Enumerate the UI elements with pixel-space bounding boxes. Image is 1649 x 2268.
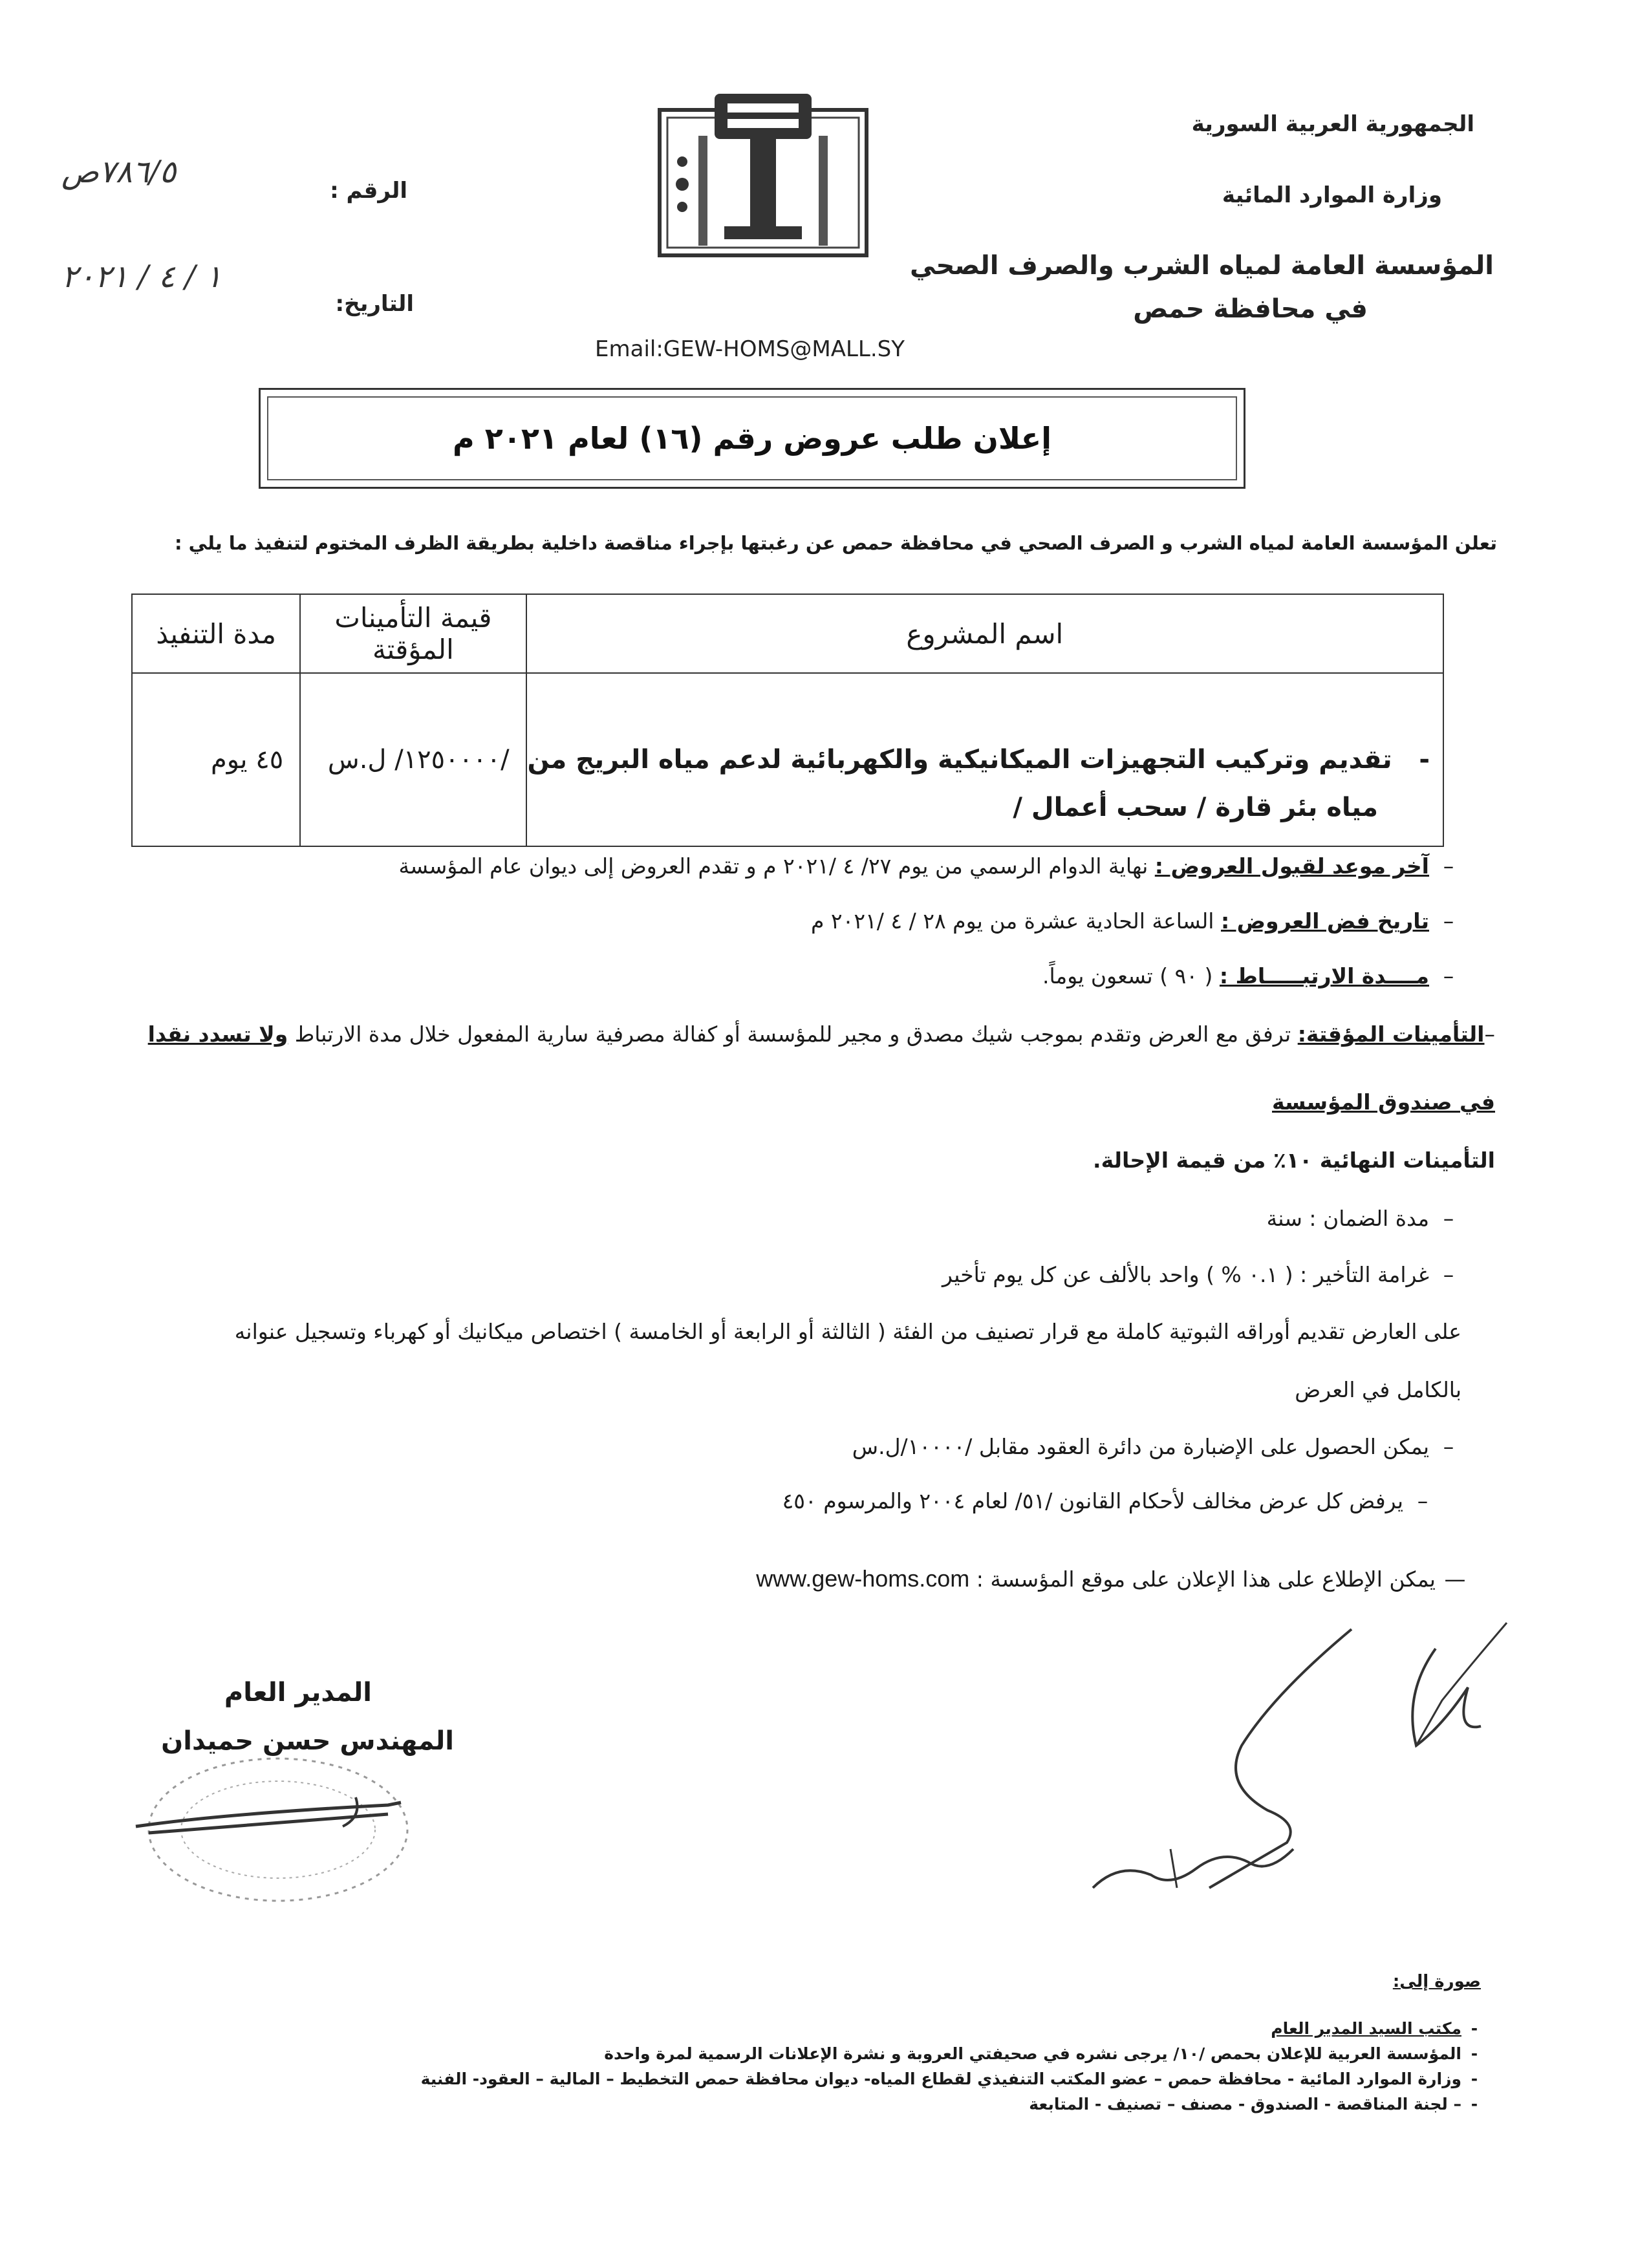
cell-insurance: /١٢٥٠٠٠٠/ ل.س <box>300 673 526 846</box>
dossier-text: يمكن الحصول على الإضبارة من دائرة العقود مقابل /١٠٠٠٠/ل.س <box>852 1434 1429 1459</box>
copy-item: -وزارة الموارد المائية - محافظة حمص – عضو المكتب التنفيذي لقطاع المياه- ديوان محافظة حمص التخطيط – المالية – العقود- الفنية <box>420 2070 1478 2088</box>
handwritten-signature <box>1080 1616 1533 1927</box>
term-rejection: –يرفض كل عرض مخالف لأحكام القانون /٥١/ لعام ٢٠٠٤ والمرسوم ٤٥٠ <box>782 1488 1428 1514</box>
term-documents-line-2: بالكامل في العرض <box>1295 1377 1461 1402</box>
country-name: الجمهورية العربية السورية <box>1191 111 1474 137</box>
website-link[interactable]: www.gew-homs.com <box>756 1565 970 1592</box>
term-opening: –تاريخ فض العروض : الساعة الحادية عشرة من يوم ٢٨ / ٤ /٢٠٢١ م <box>810 908 1454 934</box>
penalty-text: غرامة التأخير : ( ٠.١ % ) واحد بالألف عن كل يوم تأخير <box>942 1262 1429 1287</box>
term-deadline: –آخر موعد لقبول العروض : نهاية الدوام الرسمي من يوم ٢٧/ ٤ /٢٠٢١ م و تقدم العروض إلى ديوان عام المؤسسة <box>398 853 1454 879</box>
temp-insurance-text: ترفق مع العرض وتقدم بموجب شيك مصدق و مجير للمؤسسة أو كفالة مصرفية سارية المفعول خلال مدة الارتباط <box>294 1022 1291 1047</box>
temp-insurance-continued: في صندوق المؤسسة <box>1272 1089 1495 1115</box>
term-binding: –مــــدة الارتبـــــاط : ( ٩٠ ) تسعون يوماً. <box>1042 963 1454 989</box>
opening-text: الساعة الحادية عشرة من يوم ٢٨ / ٤ /٢٠٢١ م <box>810 908 1214 934</box>
email-address: Email:GEW-HOMS@MALL.SY <box>595 336 905 362</box>
term-final-insurance: التأمينات النهائية ١٠٪ من قيمة الإحالة. <box>1093 1148 1495 1173</box>
project-line-1: تقديم وتركيب التجهيزات الميكانيكية والكهربائية لدعم مياه البريج من <box>527 745 1392 775</box>
date-value: ١ / ٤ / ٢٠٢١ <box>61 259 222 295</box>
announcement-title: إعلان طلب عروض رقم (١٦) لعام ٢٠٢١ م <box>453 421 1051 456</box>
warranty-text: مدة الضمان : سنة <box>1266 1206 1429 1231</box>
deadline-label: آخر موعد لقبول العروض : <box>1154 853 1429 879</box>
header-project: اسم المشروع <box>526 594 1443 673</box>
cell-duration: ٤٥ يوم <box>132 673 300 846</box>
signature-name: المهندس حسن حميدان <box>161 1726 454 1756</box>
header-insurance: قيمة التأمينات المؤقتة <box>300 594 526 673</box>
copy-item-text: – لجنة المناقصة - الصندوق - مصنف – تصنيف - المتابعة <box>1029 2095 1461 2113</box>
rejection-text: يرفض كل عرض مخالف لأحكام القانون /٥١/ لعام ٢٠٠٤ والمرسوم ٤٥٠ <box>782 1488 1403 1514</box>
institution-logo <box>653 91 873 262</box>
intro-text: تعلن المؤسسة العامة لمياه الشرب و الصرف الصحي في محافظة حمص عن رغبتها بإجراء مناقصة داخلية بطريقة الظرف المختوم لتنفيذ ما يلي : <box>174 532 1497 554</box>
copy-item-text: المؤسسة العربية للإعلان بحمص /١٠/ يرجى نشره في صحيفتي العروبة و نشرة الإعلانات الرسمية لمرة واحدة <box>604 2044 1461 2063</box>
institution-name: المؤسسة العامة لمياه الشرب والصرف الصحي <box>909 251 1494 281</box>
term-warranty: –مدة الضمان : سنة <box>1266 1206 1454 1231</box>
deadline-text: نهاية الدوام الرسمي من يوم ٢٧/ ٤ /٢٠٢١ م و تقدم العروض إلى ديوان عام المؤسسة <box>398 853 1148 879</box>
copy-item: -مكتب السيد المدير العام <box>1271 2019 1478 2038</box>
project-line-2: مياه بئر قارة / سحب أعمال / <box>1013 793 1378 822</box>
copy-item: -المؤسسة العربية للإعلان بحمص /١٠/ يرجى نشره في صحيفتي العروبة و نشرة الإعلانات الرسمية لمرة واحدة <box>604 2044 1478 2063</box>
official-stamp <box>129 1752 440 1920</box>
copy-item-text: مكتب السيد المدير العام <box>1271 2019 1461 2038</box>
project-table <box>131 594 1444 847</box>
number-label: الرقم : <box>330 178 407 204</box>
opening-label: تاريخ فض العروض : <box>1220 908 1429 934</box>
cell-project <box>526 673 1443 846</box>
term-website: —يمكن الإطلاع على هذا الإعلان على موقع المؤسسة : www.gew-homs.com <box>756 1565 1466 1592</box>
signature-role: المدير العام <box>224 1678 372 1707</box>
row-bullet: - <box>1419 745 1430 775</box>
binding-text: ( ٩٠ ) تسعون يوماً. <box>1042 963 1213 989</box>
number-value: ٧٨٦/٥ص <box>61 154 177 190</box>
term-temporary-insurance: –التأمينات المؤقتة: ترفق مع العرض وتقدم بموجب شيك مصدق و مجير للمؤسسة أو كفالة مصرفية سارية المفعول خلال مدة الارتباط ولا تسدد نقدا <box>147 1022 1495 1047</box>
date-label: التاريخ: <box>335 291 414 317</box>
title-frame <box>259 388 1245 489</box>
header-duration: مدة التنفيذ <box>132 594 300 673</box>
table-row <box>132 673 1443 846</box>
term-penalty: –غرامة التأخير : ( ٠.١ % ) واحد بالألف عن كل يوم تأخير <box>942 1262 1454 1287</box>
governorate-name: في محافظة حمص <box>1133 294 1368 324</box>
website-text: يمكن الإطلاع على هذا الإعلان على موقع المؤسسة : <box>976 1567 1436 1592</box>
binding-label: مــــدة الارتبـــــاط : <box>1219 963 1429 989</box>
copy-item-text: وزارة الموارد المائية - محافظة حمص – عضو المكتب التنفيذي لقطاع المياه- ديوان محافظة حمص التخطيط – المالية – العقود- الفنية <box>420 2070 1461 2088</box>
temp-insurance-label: التأمينات المؤقتة: <box>1297 1022 1485 1047</box>
table-header-row <box>132 594 1443 673</box>
copy-item: -– لجنة المناقصة - الصندوق - مصنف – تصنيف - المتابعة <box>1029 2095 1478 2113</box>
temp-insurance-emphasis: ولا تسدد نقدا <box>147 1022 288 1047</box>
term-documents-line-1: على العارض تقديم أوراقه الثبوتية كاملة مع قرار تصنيف من الفئة ( الثالثة أو الرابعة أو الخامسة ) اختصاص ميكانيك أو كهرباء وتسجيل عنوانه <box>234 1319 1461 1344</box>
term-dossier: –يمكن الحصول على الإضبارة من دائرة العقود مقابل /١٠٠٠٠/ل.س <box>852 1434 1454 1459</box>
copies-label: صورة إلى: <box>1392 1972 1481 1991</box>
ministry-name: وزارة الموارد المائية <box>1222 182 1442 208</box>
